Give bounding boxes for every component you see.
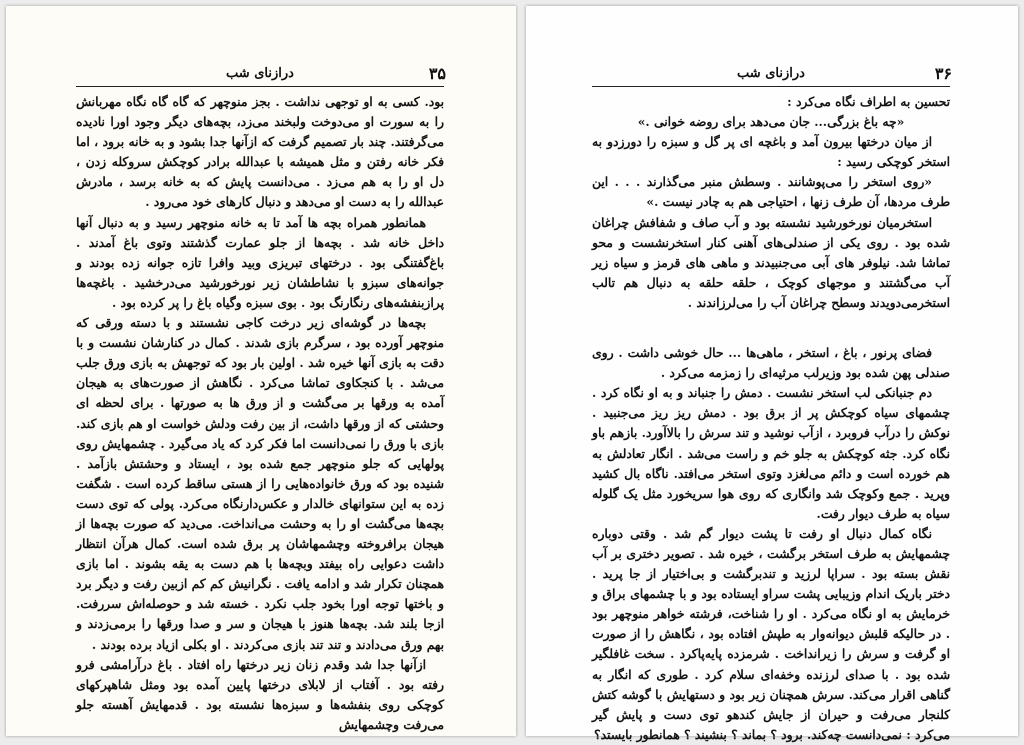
paragraph: همانطور همراه بچه ها آمد تا به خانه منوچهر رسید و به دنبال آنها داخل خانه شد . بچه‌ها از جلو عمارت گذشتند وتوی باغ آمدند . باغ‌گفتنگی بود . درختهای تبریزی وبید وافرا تازه جوانه زده بودند و جوانه‌های سبزو با نشاطشان زیر نورخورشید می‌درخشید . باغچه‌ها پرازبنفشه‌های رنگارنگ بود . بوی سبزه وگیاه باغ را پر کرده بود . [76,214,444,310]
paragraph: فضای پرنور ، باغ ، استخر ، ماهی‌ها ... حال خوشی داشت . روی صندلی پهن شده بود وزیرلب مرثیه‌ای را زمزمه می‌کرد . [592,345,950,381]
paragraph: بود. کسی به او توجهی نداشت . بجز منوچهر که گاه گاه نگاه مهربانش را به سورت او می‌دوخت ولبخند می‌زد، بچه‌های دیگر وجود اورا نادیده می‌گرفتند. چند بار تصمیم گرفت که ازآنها جدا بشود و به خانه برود ، اما فکر خانه رفتن و مثل همیشه با عبدالله برادر کوچکش سروکله زدن ، دل او را به هم می‌زد . می‌دانست پایش که به خانه برسد ، مادرش عبدالله را به دست او می‌دهد و دنبال کارهای خود می‌رود . [76,94,444,210]
left-page [6,6,516,736]
right-page-body [592,92,950,745]
paragraph: نگاه کمال دنبال او رفت تا پشت دیوار گم شد . وقتی دوباره چشمهایش به طرف استخر برگشت ، خیره شد . تصویر دختری بر آب نقش بسته بود . سراپا لرزید و تندبرگشت و بی‌اختیار از جا پرید . دختر باریک اندام وزیبایی پشت سراو ایستاده بود و با چشمهای براق و خرمایش به او نگاه می‌کرد . او را شناخت، فرشته خواهر منوچهر بود . در حالیکه قلبش دیوانه‌وار به طپش افتاده بود ، نگاهش را از صورت او گرفت و سرش را زیرانداخت . شرمزده پایه‌پاکرد . سخت غافلگیر شده بود . با صدای لرزنده وخفه‌ای سلام کرد . طوری که انگار به گناهی اقرار می‌کند. سرش همچنان زیر بود و دستهایش با گوشه کتش کلنجار می‌رفت و حیران از جایش کندهو توی دست و پایش گیر می‌کرد : نمی‌دانست چه‌کند. برود ؟ بماند ؟ بنشیند ؟ همانطور بایستد؟ [592,525,950,742]
paragraph: بچه‌ها در گوشه‌ای زیر درخت کاجی نشستند و با دسته ورقی که منوچهر آورده بود ، سرگرم بازی شدند . کمال در کنارشان نشست و با دقت به بازی آنها خیره شد . اولین بار بود که توجهش به بازی ورق جلب می‌شد . با کنجکاوی تماشا می‌کرد . نگاهش از صورت‌های به هیجان آمده به ورقها بر می‌گشت و از ورق ها به صورتها . برای لحظه ای وحشتی که از ورقها داشت، از بین رفت ودلش خواست او هم بازی کند. بازی با ورق را نمی‌دانست اما فکر کرد که یاد می‌گیرد . چشمهایش روی پولهایی که جلو منوچهر جمع شده بود ، ایستاد و وحشتش بازآمد . شنیده بود که ورق خانواده‌هایی را از هستی ساقط کرده است . شگفت زده به این ستوانهای خالدار و عکس‌دارنگاه می‌کرد. پولی که توی دست بچه‌ها می‌گشت او را به وحشت می‌انداخت. می‌دید که صورت بچه‌ها از هیجان برافروخته وچشمهاشان پر برق شده است. کمال هرآن انتظار داشت دعوایی راه بیفتد وبچه‌ها با هم دست به یقه بشوند . اما بازی همچنان تکرار شد و ادامه یافت . نگرانیش کم کم ازبین رفت و دیگر برد و باختها توجه اورا بخود جلب نکرد . خسته شد و حوصله‌اش سررفت. ازجا بلند شد. بچه‌ها هنوز با هیجان و سر و صدا ورقها را برمی‌زدند و بهم ورق می‌دادند و تند تند بازی می‌کردند . او بکلی ازیاد برده بودند . [76,315,444,652]
paragraph: استخرمیان نورخورشید نشسته بود و آب صاف و شفافش چراغان شده بود . روی یکی از صندلی‌های آهنی کنار استخرنشست و محو تماشا شد. نیلوفر های آبی می‌جنبیدند و ماهی های قرمز و سیاه زیر آب می‌گشتند و موجهای کوچک ، حلقه حلقه به دنبال هم تالب استخرمی‌دویدند وسطح چراغان آب را می‌لرزاندند . [592,214,950,310]
header-rule [592,86,950,87]
page-number: ۳۶ [934,64,952,83]
paragraph: ازآنها جدا شد وقدم زنان زیر درختها راه افتاد . باغ درآرامشی فرو رفته بود . آفتاب از لابلای درختها پایین آمده بود ومثل شاهپرکهای کوچکی روی بنفشه‌ها و سبزه‌ها نشسته بود . قدمهایش آهسته جلو می‌رفت وچشمهایش [76,656,444,732]
left-page-body [76,92,444,735]
right-page-header [590,66,952,86]
paragraph: از میان درختها بیرون آمد و باغچه ای پر گل و سبزه را دورزدو به استخر کوچکی رسید : [592,134,950,170]
paragraph: «چه باغ بزرگی... جان می‌دهد برای روضه خوانی .» [637,114,905,130]
paragraph: «روی استخر را می‌پوشانند . وسطش منبر می‌گذارند . . . این طرف مردها، آن طرف زنها ، احتیاجی هم به چادر نیست .» [592,174,950,210]
running-title: درازنای شب [226,66,294,81]
running-title: درازنای شب [737,66,805,81]
left-page-header [74,66,446,86]
page-number: ۳۵ [428,64,446,83]
right-page [526,6,1018,742]
paragraph: دم جنبانکی لب استخر نشست . دمش را جنباند و به او نگاه کرد . چشمهای سیاه کوچکش پر از برق بود . دمش ریز ریز می‌جنبید . نوکش را درآب فروبرد ، ازآب نوشید و تند سرش را بالاآورد. بازهم باو نگاه کرد. جثه کوچکش به جلو خم و راست می‌شد . انگار تعادلش به هم خورده است و دائم می‌لغزد وتوی استخر می‌افتد. ناگاه بال کشید وپرید . جمع وکوچک شد وانگاری که روی هوا سریخورد مثل یک گلوله سیاه به طرف دیوار رفت. [592,385,950,521]
header-rule [76,86,444,87]
paragraph: تحسین به اطراف نگاه می‌کرد : [787,94,950,109]
